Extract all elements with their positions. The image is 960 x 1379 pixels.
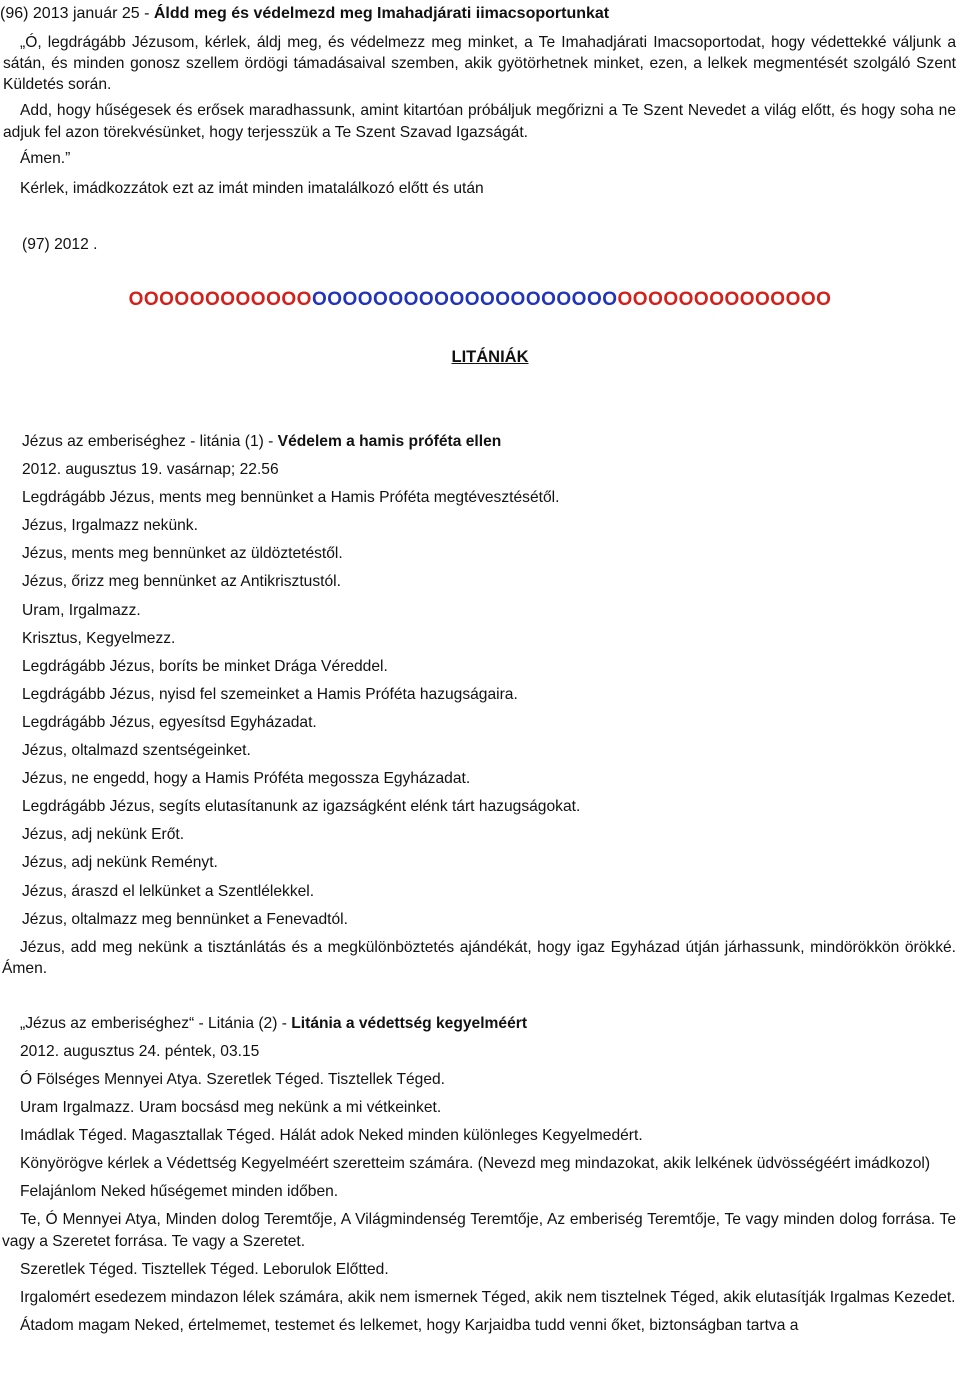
litany-line: Jézus, őrizz meg bennünket az Antikrisztustól. [22, 573, 341, 591]
decorative-divider [0, 289, 960, 311]
litany-line: Jézus, ne engedd, hogy a Hamis Próféta megossza Egyházadat. [22, 770, 471, 788]
litany-line: Jézus, Irgalmazz nekünk. [22, 517, 198, 535]
litany-2-heading-title: Litánia a védettség kegyelméért [291, 1015, 528, 1032]
litany-line: Legdrágább Jézus, ments meg bennünket a Hamis Próféta megtévesztésétől. [22, 489, 560, 507]
litany-line: Átadom magam Neked, értelmemet, testemet és lelkemet, hogy Karjaidba tudd venni őket, biztonságban tartva a [20, 1317, 799, 1334]
litany-2-heading [20, 1013, 527, 1035]
litany-line: Jézus, ments meg bennünket az üldöztetéstől. [22, 545, 343, 563]
litany-1 [22, 430, 956, 936]
entry-96-header [0, 3, 956, 25]
section-title: LITÁNIÁK [451, 348, 529, 366]
litany-line: Jézus, adj nekünk Reményt. [22, 854, 218, 872]
divider-blue-segment: OOOOOOOOOOOOOOOOOOOO [311, 289, 618, 310]
litany-line: Felajánlom Neked hűségemet minden időben. [20, 1183, 339, 1200]
entry-96-amen: Ámen.” [20, 150, 71, 167]
divider-red-segment-2: OOOOOOOOOOOOOO [617, 289, 832, 310]
litany-1-heading-title: Védelem a hamis próféta ellen [277, 433, 502, 450]
entry-96-title: Áldd meg és védelmezd meg Imahadjárati iimacsoportunkat [153, 5, 610, 22]
litany-1-heading [22, 430, 956, 458]
litany-line: Jézus, áraszd el lelkünket a Szentlélekkel. [22, 882, 315, 900]
litany-line: Jézus, oltalmazd szentségeinket. [22, 742, 251, 760]
litany-2-date: 2012. augusztus 24. péntek, 03.15 [20, 1043, 260, 1060]
litany-line: Jézus, oltalmazz meg bennünket a Fenevadtól. [22, 910, 348, 928]
litany-1-closing: Jézus, add meg nekünk a tisztánlátás és a megkülönböztetés ajándékát, hogy igaz Egyházad útján járhassunk, mindörökkön örökké. Ámen. [2, 939, 956, 977]
litany-line: Uram, Irgalmazz. [22, 601, 141, 619]
litany-2 [2, 1069, 956, 1343]
litany-2-heading-prefix: „Jézus az emberiséghez“ - Litánia (2) - [20, 1015, 292, 1032]
litany-line: Te, Ó Mennyei Atya, Minden dolog Teremtője, A Világmindenség Teremtője, Az emberiség Teremtője, Te vagy minden dolog forrása. Te vagy a Szeretet forrása. Te vagy a Szeretet. [2, 1211, 956, 1250]
entry-96-paragraph-2: Add, hogy hűségesek és erősek maradhassunk, amint kitartóan próbáljuk megőrizni a Te Szent Nevedet a világ előtt, és hogy soha ne adjuk fel azon törekvésünket, hogy terjesszük a Te Szent Szavad Igazságát. [3, 102, 956, 141]
entry-96-paragraph-1: „Ó, legdrágább Jézusom, kérlek, áldj meg, és védelmezz meg minket, a Te Imahadjárati Imacsoportodat, hogy védettekké váljunk a sátán, és minden gonosz szellem ördögi támadásaival szemben, akik gyötörhetnek minket, ezen, a lelkek megmentését szolgáló Szent Küldetés során. [3, 34, 956, 93]
litany-line: Jézus, adj nekünk Erőt. [22, 826, 185, 844]
litany-line: Irgalomért esedezem mindazon lélek számára, akik nem ismernek Téged, akik nem tisztelnek Téged, akik elutasítják Irgalmas Kezedet. [20, 1289, 956, 1306]
entry-97-label: (97) 2012 . [22, 236, 98, 253]
litany-line: Uram Irgalmazz. Uram bocsásd meg nekünk a mi vétkeinket. [20, 1099, 442, 1116]
entry-96-prefix: (96) 2013 január 25 - [0, 5, 154, 22]
litany-line: Legdrágább Jézus, segíts elutasítanunk az igazságként elénk tárt hazugságokat. [22, 798, 581, 816]
litany-line: Legdrágább Jézus, boríts be minket Drága Véreddel. [22, 657, 388, 675]
litany-line: Szeretlek Téged. Tisztellek Téged. Leborulok Előtted. [20, 1261, 389, 1278]
litany-line: Krisztus, Kegyelmezz. [22, 629, 176, 647]
litany-line: Ó Fölséges Mennyei Atya. Szeretlek Téged. Tisztellek Téged. [20, 1071, 446, 1088]
litany-line: Könyörögve kérlek a Védettség Kegyelméért szeretteim számára. (Nevezd meg mindazokat, akik lelkének üdvösségéért imádkozol) [20, 1155, 931, 1172]
litany-line: Legdrágább Jézus, nyisd fel szemeinket a Hamis Próféta hazugságaira. [22, 685, 518, 703]
entry-96-request: Kérlek, imádkozzátok ezt az imát minden imatalálkozó előtt és után [20, 180, 484, 197]
divider-red-segment-1: OOOOOOOOOOOO [128, 289, 312, 310]
litany-1-date: 2012. augusztus 19. vasárnap; 22.56 [22, 461, 279, 479]
litany-line: Legdrágább Jézus, egyesítsd Egyházadat. [22, 713, 317, 731]
litany-1-heading-prefix: Jézus az emberiséghez - litánia (1) - [22, 433, 278, 450]
litany-line: Imádlak Téged. Magasztallak Téged. Hálát adok Neked minden különleges Kegyelmedért. [20, 1127, 643, 1144]
